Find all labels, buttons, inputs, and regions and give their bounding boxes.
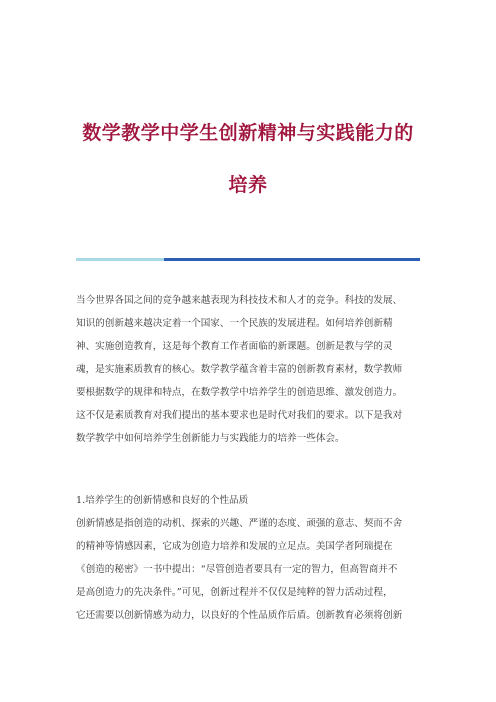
paragraph-line: 《创造的秘密》一书中提出：“尽管创造者要具有一定的智力，但高智商并不 [76, 564, 398, 575]
paragraph-line: 神、实施创造教育，这是每个教育工作者面临的新课题。创新是教与学的灵 [76, 341, 393, 352]
document-title-line-2: 培养 [228, 174, 268, 196]
paragraph-line: 是高创造力的先决条件。”可见，创新过程并不仅仅是纯粹的智力活动过程， [76, 587, 393, 598]
paragraph-line: 的精神等情感因素，它成为创造力培养和发展的立足点。美国学者阿瑞提在 [76, 541, 393, 552]
intro-paragraph [76, 289, 422, 450]
paragraph-line: 这不仅是素质教育对我们提出的基本要求也是时代对我们的要求。以下是我对 [76, 410, 403, 421]
section-1-paragraph [76, 512, 422, 627]
paragraph-line: 魂，是实施素质教育的核心。数学教学蕴含着丰富的创新教育素材，数学教师 [76, 364, 403, 375]
section-heading-1: 1.培养学生的创新情感和良好的个性品质 [76, 495, 249, 506]
paragraph-line: 它还需要以创新情感为动力，以良好的个性品质作后盾。创新教育必须将创新 [76, 610, 403, 621]
document-title-line-1: 数学教学中学生创新精神与实践能力的 [82, 122, 414, 144]
paragraph-line: 要根据数学的规律和特点，在数学教学中培养学生的创造思维、激发创造力。 [76, 387, 403, 398]
paragraph-line: 数学教学中如何培养学生创新能力与实践能力的培养一些体会。 [76, 433, 345, 444]
divider-accent-segment [76, 258, 164, 261]
paragraph-line: 创新情感是指创造的动机、探索的兴趣、严谨的态度、顽强的意志、契而不舍 [76, 518, 403, 529]
divider-main-segment [164, 258, 420, 261]
paragraph-line: 当今世界各国之间的竞争越来越表现为科技技术和人才的竞争。科技的发展、 [76, 295, 403, 306]
paragraph-line: 知识的创新越来越决定着一个国家、一个民族的发展进程。如何培养创新精 [76, 318, 393, 329]
title-divider [76, 258, 420, 261]
